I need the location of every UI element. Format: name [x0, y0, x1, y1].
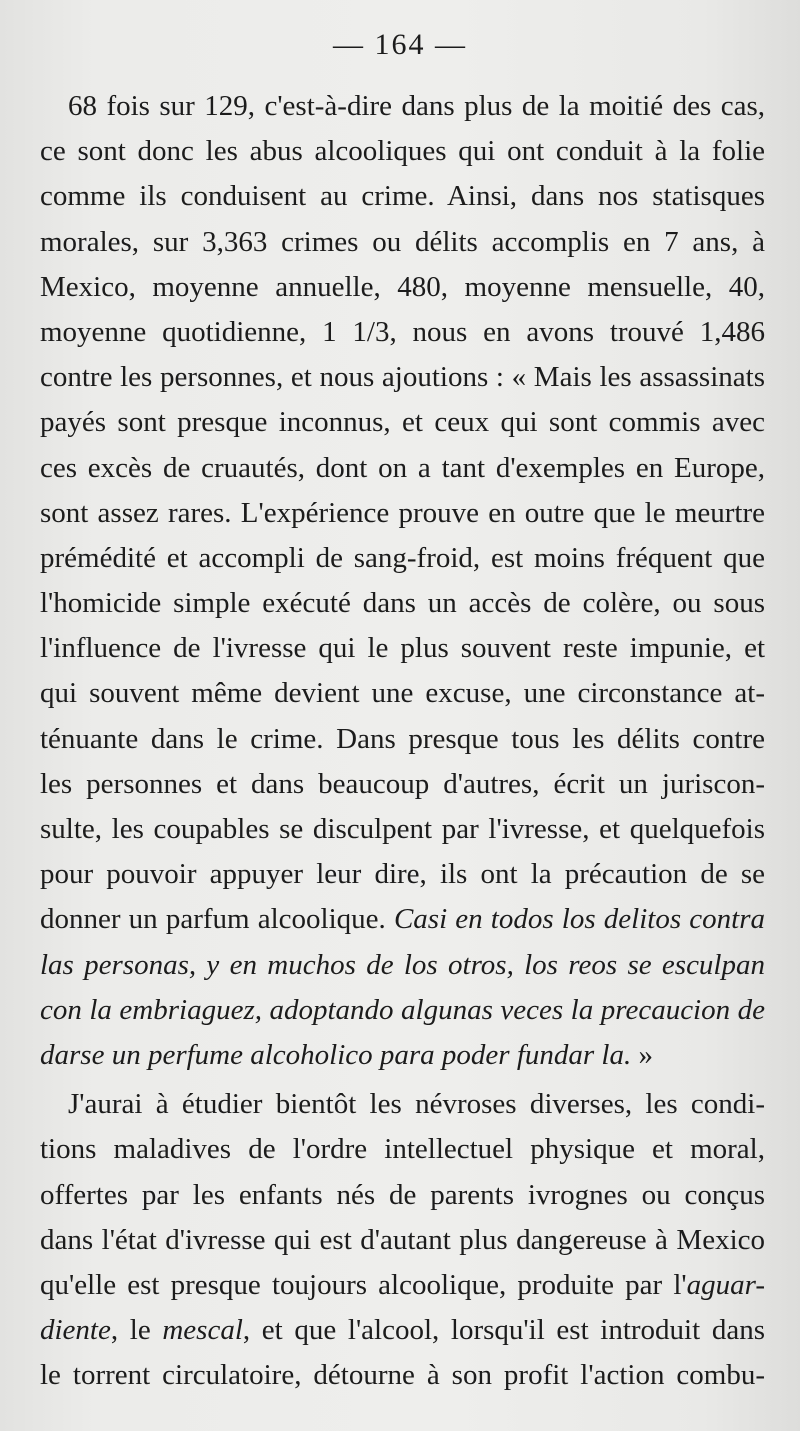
text-line: J'aurai à étudier bientôt les névroses diverses, les condi-: [68, 1088, 765, 1121]
text-line: 68 fois sur 129, c'est-à-dire dans plus de la moitié des cas,: [68, 90, 765, 122]
text-line: le torrent circulatoire, détourne à son profit l'action combu-: [40, 1359, 765, 1392]
spanish-quote-italic: darse un perfume alcoholico para poder fundar la.: [40, 1038, 632, 1071]
text-line: dans l'état d'ivresse qui est d'autant plus dangereuse à Mexico: [40, 1223, 765, 1256]
text-line: ce sont donc les abus alcooliques qui ont conduit à la folie: [40, 135, 765, 168]
spanish-quote-line: las personas, y en muchos de los otros, los reos se esculpan: [40, 948, 765, 981]
text-italic: aguar-: [686, 1268, 765, 1301]
text-line: sulte, les coupables se disculpent par l'ivresse, et quelquefois: [40, 813, 765, 845]
spanish-quote-italic: Casi en todos los delitos contra: [393, 903, 765, 936]
page-number: — 164 —: [333, 28, 467, 61]
closing-quote: »: [631, 1038, 653, 1071]
text-italic: diente: [40, 1314, 111, 1347]
paragraph-1: [40, 84, 765, 1078]
text-line: tions maladives de l'ordre intellectuel physique et moral,: [40, 1133, 765, 1166]
text-roman: , le: [110, 1314, 163, 1347]
page-body: [40, 84, 765, 1398]
text-line: offertes par les enfants nés de parents ivrognes ou conçus: [40, 1178, 765, 1211]
text-line: les personnes et dans beaucoup d'autres, écrit un juriscon-: [40, 767, 765, 800]
text-line: sont assez rares. L'expérience prouve en outre que le meurtre: [40, 496, 765, 529]
text-line: pour pouvoir appuyer leur dire, ils ont la précaution de se: [40, 858, 765, 891]
text-line: ténuante dans le crime. Dans presque tous les délits contre: [40, 722, 765, 755]
text-line: morales, sur 3,363 crimes ou délits accomplis en 7 ans, à: [40, 225, 765, 258]
text-line: [40, 1308, 765, 1353]
text-line: [40, 897, 765, 942]
text-roman: donner un parfum alcoolique.: [40, 903, 394, 936]
text-line: contre les personnes, et nous ajoutions : « Mais les assassinats: [40, 361, 765, 394]
text-line: Mexico, moyenne annuelle, 480, moyenne mensuelle, 40,: [40, 270, 765, 303]
text-line: [40, 1263, 765, 1308]
text-line: prémédité et accompli de sang-froid, est moins fréquent que: [40, 541, 765, 574]
paragraph-2: [40, 1082, 765, 1398]
text-line: payés sont presque inconnus, et ceux qui sont commis avec: [40, 406, 765, 439]
text-roman: , et que l'alcool, lorsqu'il est introduit dans: [242, 1314, 765, 1347]
text-roman: qu'elle est presque toujours alcoolique, produite par l': [40, 1268, 687, 1301]
text-line: moyenne quotidienne, 1 1/3, nous en avons trouvé 1,486: [40, 315, 765, 348]
text-line: comme ils conduisent au crime. Ainsi, dans nos statisques: [40, 180, 765, 213]
text-line: [40, 1033, 765, 1078]
spanish-quote-line: con la embriaguez, adoptando algunas veces la precaucion de: [40, 993, 765, 1026]
text-line: qui souvent même devient une excuse, une circonstance at-: [40, 677, 765, 710]
text-italic: mescal: [162, 1314, 243, 1347]
text-line: ces excès de cruautés, dont on a tant d'exemples en Europe,: [40, 451, 765, 484]
text-line: l'homicide simple exécuté dans un accès de colère, ou sous: [40, 587, 765, 620]
text-line: l'influence de l'ivresse qui le plus souvent reste impunie, et: [40, 632, 765, 665]
